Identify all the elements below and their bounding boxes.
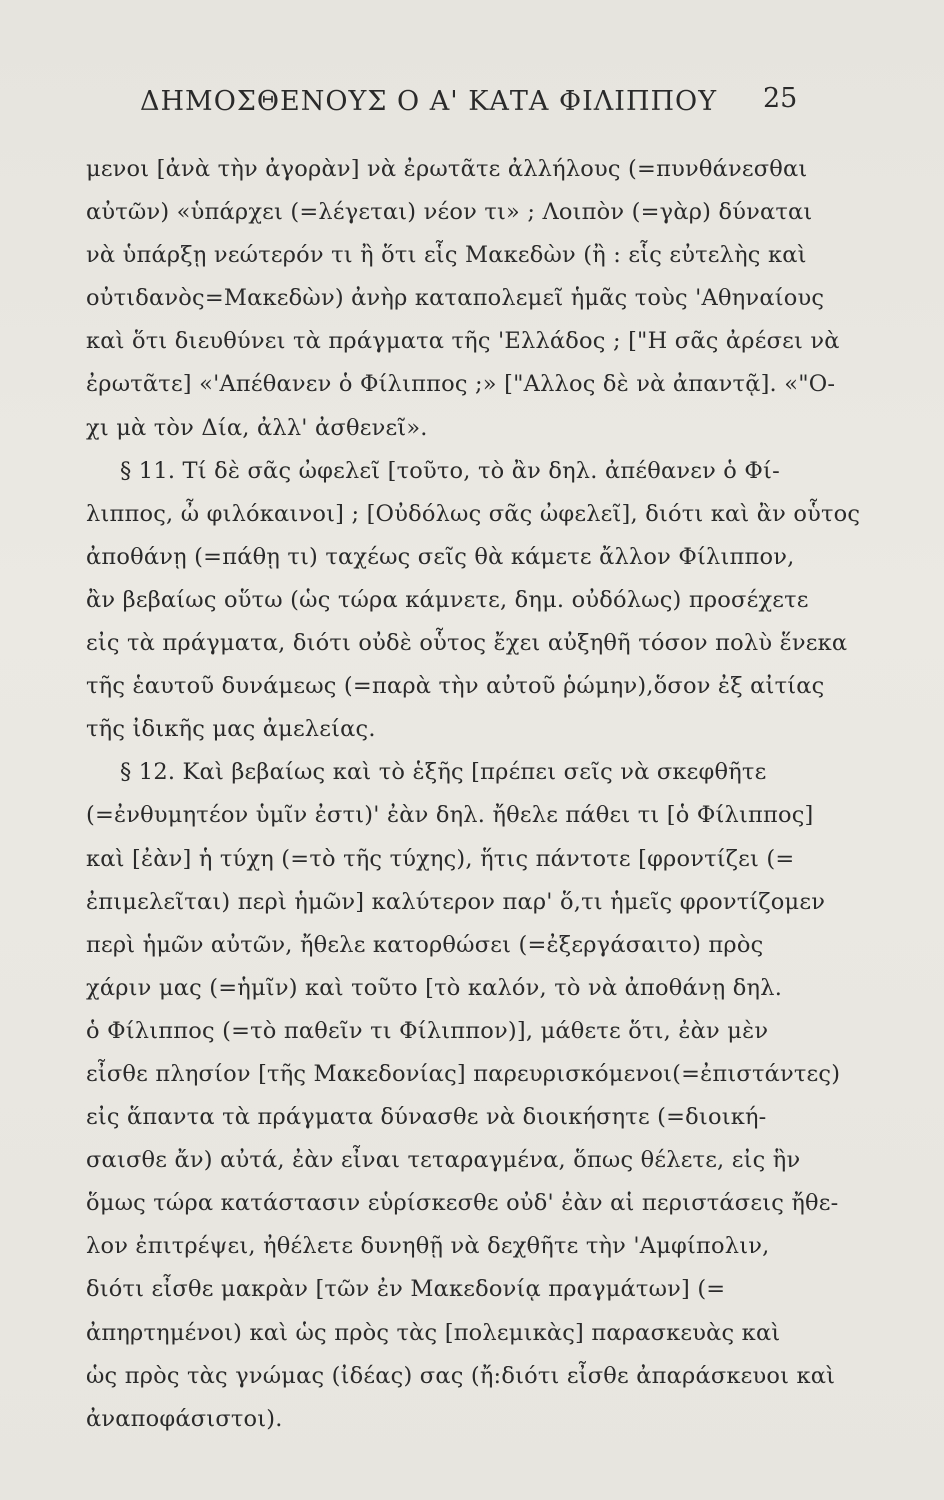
text-line: εἶσθε πλησίον [τῆς Μακεδονίας] παρευρισκόμενοι(=ἐπιστάντες): [86, 1060, 841, 1087]
text-line: νὰ ὑπάρξῃ νεώτερόν τι ἢ ὅτι εἷς Μακεδὼν (ἢ : εἷς εὐτελὴς καὶ: [86, 242, 807, 269]
text-line: καὶ [ἐὰν] ἡ τύχη (=τὸ τῆς τύχης), ἥτις πάντοτε [φροντίζει (=: [86, 845, 795, 872]
text-line: ὅμως τώρα κατάστασιν εὑρίσκεσθε οὐδ' ἐὰν αἱ περιστάσεις ἤθε-: [86, 1190, 839, 1217]
text-line: ἀναποφάσιστοι).: [86, 1405, 283, 1432]
text-line: ἀποθάνῃ (=πάθῃ τι) ταχέως σεῖς θὰ κάμετε ἄλλον Φίλιππον,: [86, 543, 795, 570]
text-line: ἂν βεβαίως οὕτω (ὡς τώρα κάμνετε, δημ. οὐδόλως) προσέχετε: [86, 586, 809, 613]
text-line: χι μὰ τὸν Δία, ἀλλ' ἀσθενεῖ».: [86, 414, 428, 441]
text-line: λον ἐπιτρέψει, ἠθέλετε δυνηθῇ νὰ δεχθῆτε τὴν 'Αμφίπολιν,: [86, 1233, 770, 1260]
text-line: ἐρωτᾶτε] «'Απέθανεν ὁ Φίλιππος ;» ["Αλλος δὲ νὰ ἀπαντᾷ]. «"Ο-: [86, 371, 836, 398]
text-line: ὁ Φίλιππος (=τὸ παθεῖν τι Φίλιππον)], μάθετε ὅτι, ἐὰν μὲν: [86, 1017, 769, 1044]
text-line: τῆς ἰδικῆς μας ἀμελείας.: [86, 716, 376, 743]
running-header: ΔΗΜΟΣΘΕΝΟΥΣ Ο Α' ΚΑΤΑ ΦΙΛΙΠΠΟΥ: [140, 86, 718, 117]
text-line: ὡς πρὸς τὰς γνώμας (ἰδέας) σας (ἤ:διότι εἶσθε ἀπαράσκευοι καὶ: [86, 1362, 836, 1389]
text-line: περὶ ἡμῶν αὐτῶν, ἤθελε κατορθώσει (=ἐξεργάσαιτο) πρὸς: [86, 931, 764, 958]
section-start-line: § 11. Τί δὲ σᾶς ὠφελεῖ [τοῦτο, τὸ ἂν δηλ. ἀπέθανεν ὁ Φί-: [120, 457, 780, 484]
body-text: [86, 148, 861, 1441]
text-line: τῆς ἑαυτοῦ δυνάμεως (=παρὰ τὴν αὐτοῦ ῥώμην),ὅσον ἐξ αἰτίας: [86, 673, 825, 700]
text-line: λιππος, ὦ φιλόκαινοι] ; [Οὐδόλως σᾶς ὠφελεῖ], διότι καὶ ἂν οὗτος: [86, 500, 861, 527]
text-line: διότι εἶσθε μακρὰν [τῶν ἐν Μακεδονίᾳ πραγμάτων] (=: [86, 1276, 726, 1303]
text-line: αὐτῶν) «ὑπάρχει (=λέγεται) νέον τι» ; Λοιπὸν (=γὰρ) δύναται: [86, 199, 813, 226]
text-line: χάριν μας (=ἡμῖν) καὶ τοῦτο [τὸ καλόν, τὸ νὰ ἀποθάνῃ δηλ.: [86, 974, 783, 1001]
text-line: εἰς τὰ πράγματα, διότι οὐδὲ οὗτος ἔχει αὐξηθῆ τόσον πολὺ ἕνεκα: [86, 630, 848, 657]
text-line: ἐπιμελεῖται) περὶ ἡμῶν] καλύτερον παρ' ὅ,τι ἡμεῖς φροντίζομεν: [86, 888, 826, 915]
text-line: ἀπηρτημένοι) καὶ ὡς πρὸς τὰς [πολεμικὰς] παρασκευὰς καὶ: [86, 1319, 781, 1346]
text-line: καὶ ὅτι διευθύνει τὰ πράγματα τῆς 'Ελλάδος ; ["Η σᾶς ἀρέσει νὰ: [86, 328, 840, 355]
text-line: οὐτιδανὸς=Μακεδὼν) ἀνὴρ καταπολεμεῖ ἡμᾶς τοὺς 'Αθηναίους: [86, 285, 825, 312]
section-start-line: § 12. Καὶ βεβαίως καὶ τὸ ἑξῆς [πρέπει σεῖς νὰ σκεφθῆτε: [120, 759, 767, 786]
page-number: 25: [763, 83, 798, 114]
text-line: (=ἐνθυμητέον ὑμῖν ἐστι)' ἐὰν δηλ. ἤθελε πάθει τι [ὁ Φίλιππος]: [86, 802, 814, 829]
text-line: σαισθε ἄν) αὐτά, ἐὰν εἶναι τεταραγμένα, ὅπως θέλετε, εἰς ἣν: [86, 1147, 801, 1174]
text-line: εἰς ἅπαντα τὰ πράγματα δύνασθε νὰ διοικήσητε (=διοική-: [86, 1104, 767, 1131]
text-line: μενοι [ἀνὰ τὴν ἀγορὰν] νὰ ἐρωτᾶτε ἀλλήλους (=πυνθάνεσθαι: [86, 156, 808, 182]
